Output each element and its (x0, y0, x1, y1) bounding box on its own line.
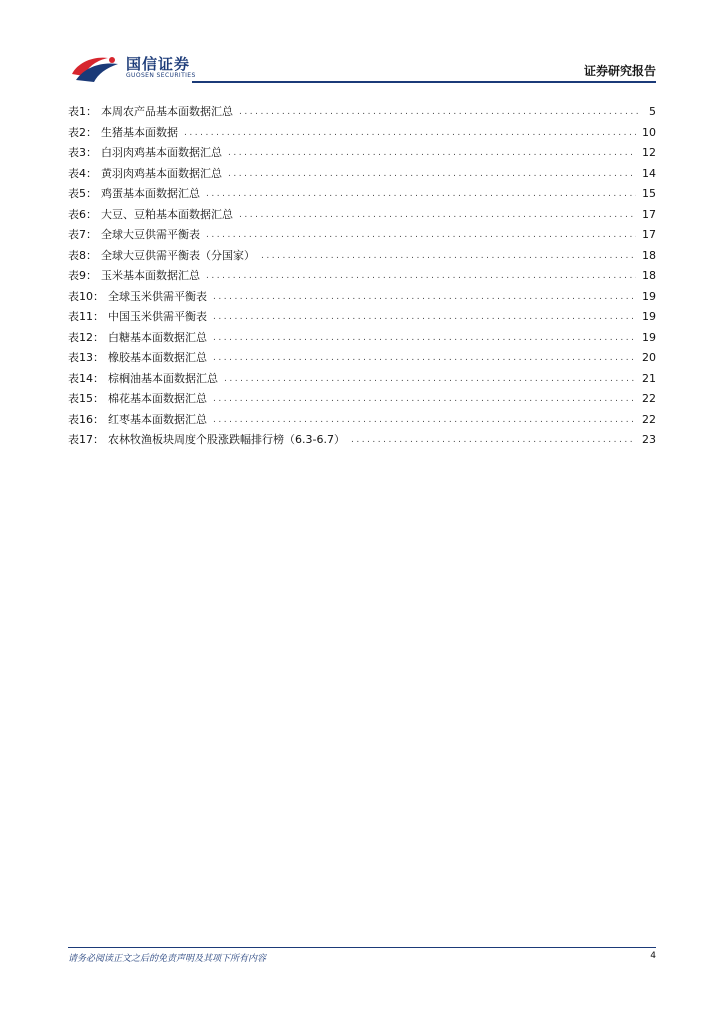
toc-dot-leader (213, 290, 636, 304)
toc-entry[interactable] (68, 307, 656, 328)
toc-dot-leader (206, 187, 636, 201)
toc-entry-page: 17 (642, 228, 656, 242)
toc-dot-leader (213, 413, 636, 427)
toc-entry-label: 表5： (68, 187, 97, 201)
toc-entry-label: 表13： (68, 351, 104, 365)
guosen-logo-icon (68, 52, 122, 84)
toc-entry-label: 表16： (68, 412, 104, 426)
toc-entry-page: 5 (649, 105, 656, 119)
report-type-label: 证券研究报告 (583, 64, 656, 78)
toc-entry-label: 表4： (68, 166, 97, 180)
toc-entry-page: 20 (642, 351, 656, 365)
page-number: 4 (650, 951, 656, 961)
toc-entry-title: 白糖基本面数据汇总 (108, 330, 207, 344)
toc-entry-title: 全球大豆供需平衡表（分国家） (101, 248, 255, 262)
toc-entry-page: 22 (642, 392, 656, 406)
toc-entry-label: 表1： (68, 105, 97, 119)
toc-entry-label: 表2： (68, 125, 97, 139)
toc-entry-label: 表9： (68, 269, 97, 283)
toc-entry-page: 19 (642, 289, 656, 303)
toc-entry[interactable] (68, 266, 656, 287)
toc-entry-title: 中国玉米供需平衡表 (108, 310, 207, 324)
toc-entry-label: 表10： (68, 289, 104, 303)
toc-entry-title: 黄羽肉鸡基本面数据汇总 (101, 166, 222, 180)
disclaimer-text: 请务必阅读正文之后的免责声明及其项下所有内容 (68, 954, 267, 964)
toc-entry[interactable] (68, 328, 656, 349)
toc-entry-title: 棕榈油基本面数据汇总 (108, 371, 218, 385)
header-divider (192, 81, 656, 83)
toc-entry-page: 10 (642, 125, 656, 139)
page-header (68, 50, 656, 86)
toc-entry-label: 表3： (68, 146, 97, 160)
toc-entry-page: 12 (642, 146, 656, 160)
toc-entry-title: 玉米基本面数据汇总 (101, 269, 200, 283)
toc-entry-page: 18 (642, 248, 656, 262)
toc-entry-title: 鸡蛋基本面数据汇总 (101, 187, 200, 201)
toc-entry[interactable] (68, 225, 656, 246)
toc-entry-title: 农林牧渔板块周度个股涨跌幅排行榜（6.3-6.7） (108, 433, 345, 447)
toc-entry-title: 全球玉米供需平衡表 (108, 289, 207, 303)
toc-entry-page: 23 (642, 433, 656, 447)
toc-entry[interactable] (68, 164, 656, 185)
toc-entry-label: 表8： (68, 248, 97, 262)
toc-entry[interactable] (68, 102, 656, 123)
toc-entry[interactable] (68, 348, 656, 369)
toc-entry[interactable] (68, 123, 656, 144)
toc-entry-page: 18 (642, 269, 656, 283)
toc-dot-leader (351, 433, 636, 447)
toc-entry-page: 21 (642, 371, 656, 385)
toc-entry-page: 17 (642, 207, 656, 221)
logo-chinese-name: 国信证券 (126, 55, 191, 73)
toc-dot-leader (213, 351, 636, 365)
table-of-contents (68, 102, 656, 451)
toc-entry[interactable] (68, 205, 656, 226)
toc-entry[interactable] (68, 410, 656, 431)
logo-english-name: GUOSEN SECURITIES (126, 72, 196, 79)
toc-entry-label: 表14： (68, 371, 104, 385)
toc-entry-title: 大豆、豆粕基本面数据汇总 (101, 207, 233, 221)
toc-entry-page: 15 (642, 187, 656, 201)
toc-dot-leader (228, 167, 636, 181)
toc-dot-leader (213, 392, 636, 406)
toc-entry[interactable] (68, 369, 656, 390)
toc-dot-leader (228, 146, 636, 160)
toc-entry-label: 表6： (68, 207, 97, 221)
toc-entry-title: 白羽肉鸡基本面数据汇总 (101, 146, 222, 160)
page-footer (68, 947, 656, 967)
toc-dot-leader (261, 249, 636, 263)
toc-entry[interactable] (68, 430, 656, 451)
toc-entry-title: 全球大豆供需平衡表 (101, 228, 200, 242)
toc-dot-leader (239, 208, 636, 222)
toc-dot-leader (213, 331, 636, 345)
toc-entry-page: 14 (642, 166, 656, 180)
toc-dot-leader (239, 105, 640, 119)
toc-entry[interactable] (68, 287, 656, 308)
toc-entry-page: 19 (642, 310, 656, 324)
toc-entry-title: 橡胶基本面数据汇总 (108, 351, 207, 365)
toc-entry[interactable] (68, 246, 656, 267)
toc-entry-label: 表17： (68, 433, 104, 447)
toc-entry-title: 棉花基本面数据汇总 (108, 392, 207, 406)
toc-entry-label: 表11： (68, 310, 104, 324)
toc-dot-leader (184, 126, 636, 140)
footer-divider (68, 947, 656, 948)
toc-dot-leader (213, 310, 636, 324)
toc-entry-page: 22 (642, 412, 656, 426)
toc-entry-label: 表7： (68, 228, 97, 242)
toc-entry-label: 表12： (68, 330, 104, 344)
toc-dot-leader (206, 269, 636, 283)
toc-entry[interactable] (68, 389, 656, 410)
toc-entry-title: 红枣基本面数据汇总 (108, 412, 207, 426)
toc-entry-label: 表15： (68, 392, 104, 406)
toc-entry-title: 生猪基本面数据 (101, 125, 178, 139)
toc-entry-title: 本周农产品基本面数据汇总 (101, 105, 233, 119)
toc-entry[interactable] (68, 184, 656, 205)
toc-entry[interactable] (68, 143, 656, 164)
toc-dot-leader (224, 372, 636, 386)
toc-entry-page: 19 (642, 330, 656, 344)
toc-dot-leader (206, 228, 636, 242)
